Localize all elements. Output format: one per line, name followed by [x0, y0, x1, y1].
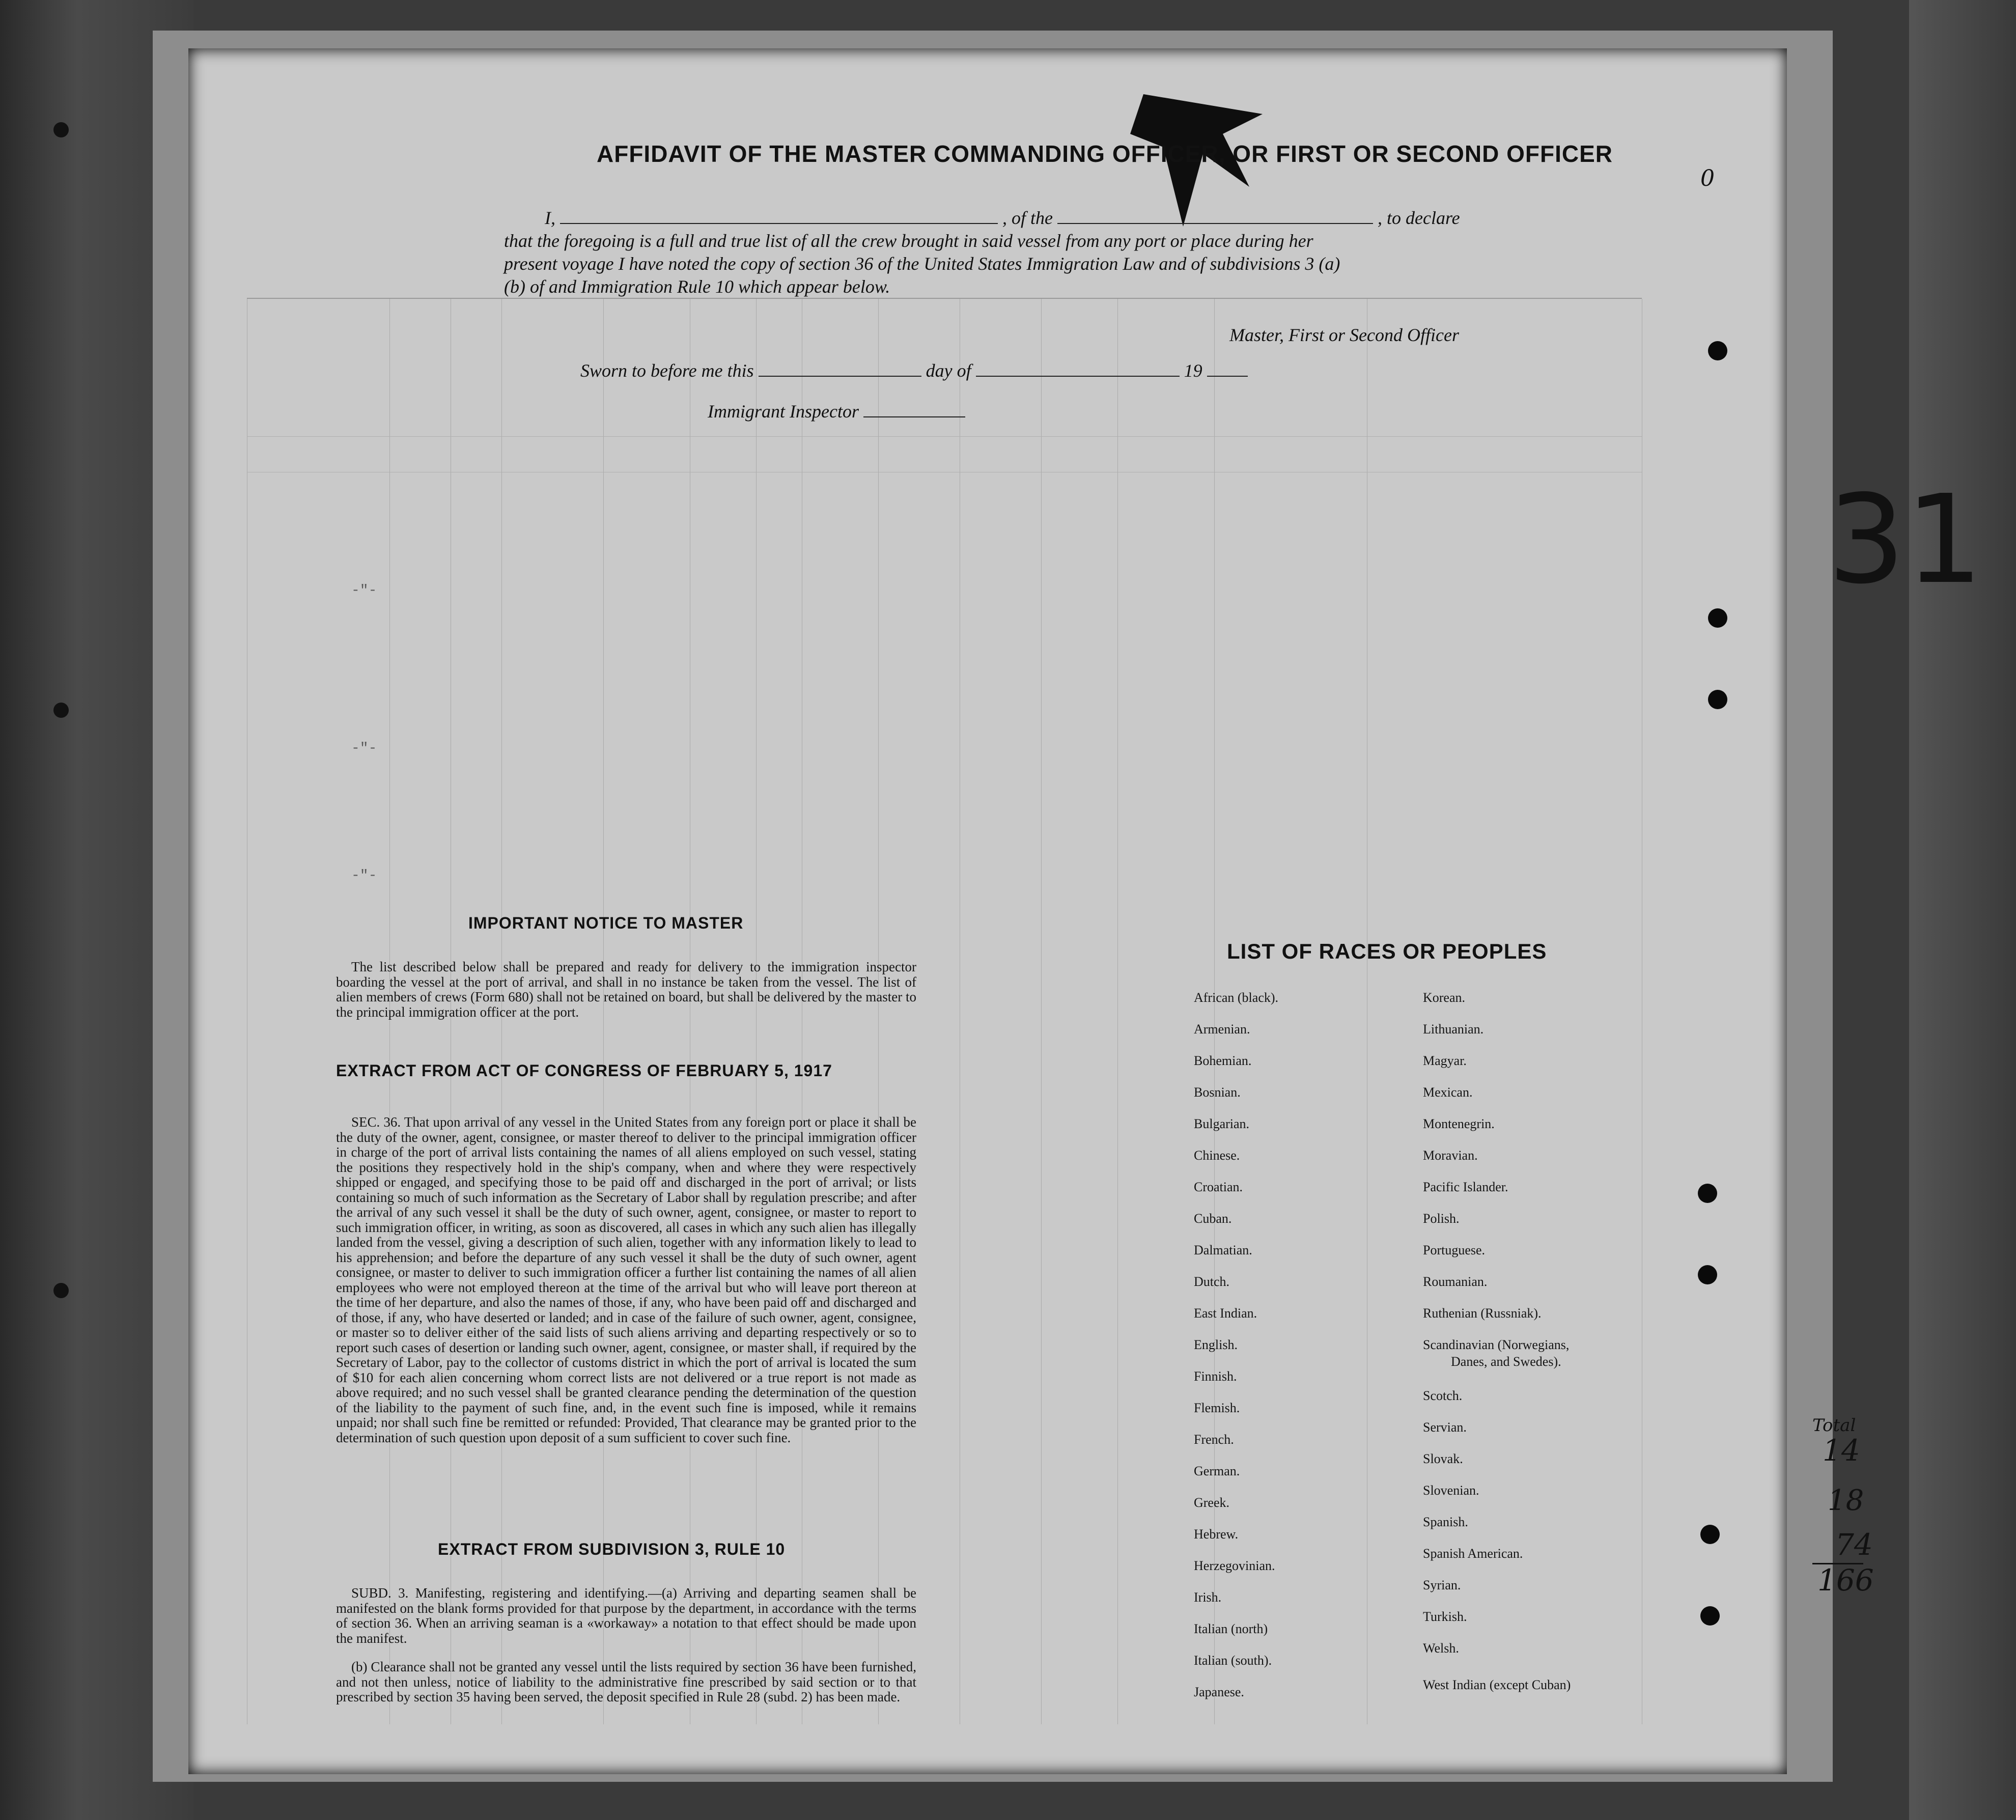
handwritten-18: 18 [1828, 1484, 1864, 1517]
race-item: Herzegovinian. [1194, 1558, 1275, 1573]
sworn-text: Sworn to before me this [580, 360, 754, 381]
handwritten-166: 166 [1817, 1563, 1874, 1598]
year-prefix: 19 [1184, 360, 1202, 381]
right-edge [1909, 0, 2016, 1820]
handwritten-74: 74 [1835, 1527, 1873, 1562]
race-item: Korean. [1423, 990, 1466, 1005]
race-item: Bosnian. [1194, 1085, 1241, 1100]
punch-hole [1708, 341, 1727, 360]
race-item: Roumanian. [1423, 1274, 1488, 1289]
affidavit-title: AFFIDAVIT OF THE MASTER COMMANDING OFFICER, OR FIRST OR SECOND OFFICER [597, 141, 1613, 167]
master-signature-label: Master, First or Second Officer [1229, 325, 1459, 345]
race-item: Scotch. [1423, 1388, 1463, 1403]
races-title: LIST OF RACES OR PEOPLES [1227, 939, 1547, 963]
race-item: Pacific Islander. [1423, 1180, 1508, 1194]
race-item: Polish. [1423, 1211, 1460, 1226]
year-blank [1207, 376, 1248, 377]
ditto-mark: -"- [351, 868, 377, 884]
notice-text: The list described below shall be prepared and ready for delivery to the immigration inspector boarding the vessel at the port of arrival, and shall in no instance be taken from the vessel. The list of alien members of crews (Form 680) shall not be retained on board, but shall be delivered by the master to the principal immigration officer at the port. [336, 959, 916, 1020]
handwritten-number: 31 [1828, 468, 1983, 611]
binder-hole [53, 122, 69, 137]
race-item: German. [1194, 1464, 1240, 1478]
declaration-line-1 [545, 206, 1665, 230]
inspector-line [708, 400, 965, 423]
race-item: Bulgarian. [1194, 1116, 1250, 1131]
bleed-through-marks [351, 868, 377, 884]
race-item: Servian. [1423, 1420, 1467, 1435]
race-item: Italian (north) [1194, 1621, 1268, 1636]
race-item: Lithuanian. [1423, 1022, 1484, 1037]
race-item: Portuguese. [1423, 1243, 1486, 1257]
race-item: Slovenian. [1423, 1483, 1479, 1498]
race-item: West Indian (except Cuban) [1423, 1677, 1571, 1692]
race-item: Spanish. [1423, 1515, 1468, 1529]
rule-extract-text-b: (b) Clearance shall not be granted any vessel until the lists required by section 36 have been furnished, and not then unless, notice of liability to the administrative fine prescribed by said section or to that prescribed by section 35 having been served, the deposit specified in Rule 28 (subd. 2) has been made. [336, 1659, 916, 1704]
declaration-line-4: (b) of and Immigration Rule 10 which appear below. [504, 276, 890, 297]
race-item: Italian (south). [1194, 1653, 1272, 1668]
handwritten-total-label: Total [1812, 1415, 1856, 1436]
race-item: Slovak. [1423, 1451, 1463, 1466]
race-item: Japanese. [1194, 1685, 1244, 1699]
punch-hole [1698, 1265, 1717, 1284]
ditto-mark: -"- [351, 741, 377, 757]
race-item: Chinese. [1194, 1148, 1240, 1163]
race-item: Syrian. [1423, 1578, 1461, 1592]
race-item: Dutch. [1194, 1274, 1230, 1289]
ditto-mark: -"- [351, 583, 377, 599]
punch-hole [1708, 608, 1727, 628]
race-item: Moravian. [1423, 1148, 1478, 1163]
race-item: African (black). [1194, 990, 1279, 1005]
punch-hole [1698, 1184, 1717, 1203]
race-item: East Indian. [1194, 1306, 1257, 1321]
month-blank [976, 376, 1180, 377]
declaration-line-3: present voyage I have noted the copy of section 36 of the United States Immigration Law and of subdivisions 3 (a) [504, 254, 1340, 274]
bleed-through-marks [351, 741, 377, 757]
vessel-blank [1057, 223, 1373, 224]
binder-hole [53, 1283, 69, 1298]
bleed-through-marks [351, 583, 377, 599]
day-of-text: day of [926, 360, 971, 381]
race-item: Magyar. [1423, 1053, 1467, 1068]
inspector-label: Immigrant Inspector [708, 401, 859, 422]
act-extract-text: SEC. 36. That upon arrival of any vessel in the United States from any foreign port or place it shall be the duty of the owner, agent, consignee, or master thereof to deliver to the principal immigration officer in charge of the port of arrival lists containing the names of all aliens employed on such vessel, stating the positions they respectively hold in the ship's company, when and where they were respectively shipped or engaged, and specifying those to be paid off and discharged in the port of arrival; or lists containing so much of such information as the Secretary of Labor shall by regulation prescribe; and after the arrival of any such vessel it shall be the duty of such owner, agent, consignee, or master to report to such immigration officer, in writing, as soon as discovered, all cases in which any such alien has illegally landed from the vessel, giving a description of such alien, together with any information likely to lead to his apprehension; and before the departure of any such vessel it shall be the duty of such owner, agent consignee, or master to deliver to such immigration officer a further list containing the names of all alien employees who were not employed thereon at the time of the arrival but who will leave port thereon at the time of her departure, and also the names of those, if any, who have been paid off and discharged and of those, if any, who have deserted or landed; and in case of the failure of such owner, agent, consignee, or master so to deliver either of the said lists of such aliens arriving and departing respectively or so to report such cases of desertion or landing such owner, agent, consignee, or master shall, if required by the Secretary of Labor, pay to the collector of customs district in which the port of arrival is located the sum of $10 for each alien concerning whom correct lists are not delivered or a true report is not made as above required; and no such vessel shall be granted clearance pending the determination of the question of the liability to the payment of such fine, and, in the event such fine is imposed, while it remains unpaid; nor shall such fine be remitted or refunded: Provided, That clearance may be granted prior to the determination of such question upon deposit of a sum sufficient to cover such fine. [336, 1114, 916, 1445]
notice-title: IMPORTANT NOTICE TO MASTER [468, 914, 744, 932]
decl-to-declare: , to declare [1377, 208, 1460, 228]
pencil-mark: 0 [1700, 165, 1715, 191]
race-item: Croatian. [1194, 1180, 1243, 1194]
race-item: French. [1194, 1432, 1234, 1447]
race-item: Ruthenian (Russniak). [1423, 1306, 1542, 1321]
name-blank [560, 223, 998, 224]
race-item: Montenegrin. [1423, 1116, 1495, 1131]
race-item: Irish. [1194, 1590, 1222, 1605]
race-item: Spanish American. [1423, 1546, 1523, 1561]
rule-extract-text-a: SUBD. 3. Manifesting, registering and identifying.—(a) Arriving and departing seamen shall be manifested on the blank forms provided for that purpose by the department, in accordance with the terms of section 36. When an arriving seaman is a «workaway» a notation to that effect should be made upon the manifest. [336, 1585, 916, 1646]
race-item: Welsh. [1423, 1641, 1459, 1656]
punch-hole [1700, 1525, 1720, 1544]
binder-hole [53, 703, 69, 718]
race-item: Scandinavian (Norwegians, [1423, 1337, 1570, 1352]
decl-of-the: , of the [1002, 208, 1053, 228]
act-extract-title: EXTRACT FROM ACT OF CONGRESS OF FEBRUARY 5, 1917 [336, 1061, 832, 1080]
race-item: Dalmatian. [1194, 1243, 1252, 1257]
race-item: Armenian. [1194, 1022, 1250, 1037]
punch-hole [1708, 690, 1727, 709]
race-item: Bohemian. [1194, 1053, 1252, 1068]
handwritten-total-value: 14 [1823, 1433, 1860, 1468]
race-item: Flemish. [1194, 1401, 1240, 1415]
race-item: Cuban. [1194, 1211, 1232, 1226]
sworn-line [580, 359, 1395, 382]
declaration-line-2: that the foregoing is a full and true list of all the crew brought in said vessel from any port or place during her [504, 231, 1313, 251]
race-item: Turkish. [1423, 1609, 1467, 1624]
rule-extract-title: EXTRACT FROM SUBDIVISION 3, RULE 10 [438, 1540, 786, 1558]
race-item: Mexican. [1423, 1085, 1473, 1100]
race-item: English. [1194, 1337, 1238, 1352]
punch-hole [1700, 1606, 1720, 1626]
race-item: Hebrew. [1194, 1527, 1239, 1542]
race-item: Danes, and Swedes). [1451, 1354, 1561, 1369]
race-item: Finnish. [1194, 1369, 1237, 1384]
decl-i: I, [545, 208, 555, 228]
document-page [188, 48, 1787, 1774]
day-blank [759, 376, 921, 377]
inspector-blank [863, 416, 965, 417]
race-item: Greek. [1194, 1495, 1230, 1510]
